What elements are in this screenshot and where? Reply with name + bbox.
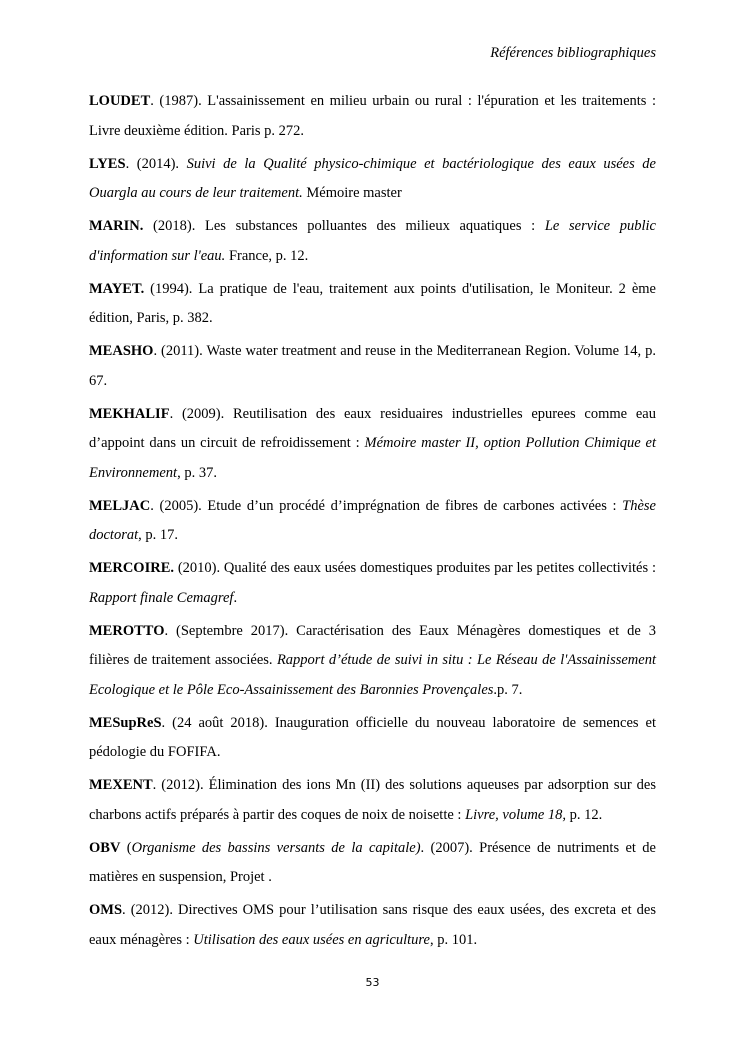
reference-author: LOUDET [89, 93, 151, 109]
reference-entry [89, 212, 656, 271]
reference-text: . (Septembre 2017). Caractérisation des Eaux Ménagères domestiques et de 3 filières de traitement associées. [89, 622, 656, 668]
reference-title: Organisme des bassins versants de la capitale) [131, 839, 421, 856]
reference-text: . (2005). Etude d’un procédé d’imprégnation de fibres de carbones activées : [150, 497, 623, 514]
reference-author: MARIN. [89, 218, 144, 234]
reference-text: , p. 37. [177, 464, 217, 481]
reference-text: , p. 101. [429, 931, 478, 948]
reference-text: . (2012). Directives OMS pour l’utilisation sans risque des eaux usées, des excreta et des eaux ménagères : [89, 902, 656, 948]
reference-title: Rapport finale Cemagref [89, 589, 234, 606]
running-header: Références bibliographiques [490, 45, 656, 61]
reference-title: Utilisation des eaux usées en agriculture [193, 931, 430, 948]
reference-author: MEXENT [89, 777, 153, 793]
reference-title: Le service public d'information sur l'eau. [89, 218, 656, 264]
reference-text: (1994). La pratique de l'eau, traitement aux points d'utilisation, le Moniteur. 2 ème édition, Paris, p. 382. [89, 280, 656, 326]
reference-title: Mémoire master II, option Pollution Chimique et Environnement [89, 435, 656, 481]
reference-entry [89, 771, 656, 830]
reference-list [89, 87, 656, 959]
reference-author: MEROTTO [89, 622, 165, 639]
reference-entry [89, 87, 656, 146]
reference-author: OBV [89, 839, 121, 856]
reference-author: MEKHALIF [89, 405, 170, 422]
reference-entry [89, 709, 656, 768]
reference-title: Thèse doctorat [89, 497, 656, 543]
reference-text: . (2007). Présence de nutriments et de matières en suspension, Projet . [89, 839, 656, 885]
reference-text: (2010). Qualité des eaux usées domestiques produites par les petites collectivités : [174, 560, 656, 576]
reference-text: ( [120, 839, 132, 856]
reference-text: Mémoire master [302, 185, 402, 201]
reference-text: . (2011). Waste water treatment and reuse in the Mediterranean Region. Volume 14, p. 67. [89, 343, 656, 389]
reference-text: .p. 7. [493, 681, 523, 698]
reference-entry [89, 554, 656, 613]
reference-author: MEASHO [89, 343, 154, 359]
reference-title: Rapport d’étude de suivi in situ : Le Réseau de l'Assainissement Ecologique et le Pôle Eco-Assainissement des Baronnies Provençales [89, 652, 656, 698]
reference-text: France, p. 12. [225, 247, 309, 264]
reference-title: Suivi de la Qualité physico-chimique et bactériologique des eaux usées de Ouargla au cours de leur traitement. [89, 155, 656, 201]
reference-text: . (2014). [125, 155, 187, 172]
reference-entry [89, 834, 656, 893]
reference-entry [89, 337, 656, 396]
reference-author: MERCOIRE. [89, 560, 174, 576]
reference-text: . [233, 589, 238, 606]
reference-entry [89, 617, 656, 706]
reference-text: . (1987). L'assainissement en milieu urbain ou rural : l'épuration et les traitements : Livre deuxième édition. Paris p. 272. [89, 93, 656, 139]
reference-title: Livre, volume 18, [465, 806, 567, 823]
reference-entry [89, 896, 656, 955]
reference-text: . (2009). Reutilisation des eaux residuaires industrielles epurees comme eau d’appoint dans un circuit de refroidissement : [89, 405, 656, 451]
reference-entry [89, 492, 656, 551]
reference-entry [89, 400, 656, 489]
reference-text: (2018). Les substances polluantes des milieux aquatiques : [143, 218, 545, 234]
reference-text: , p. 17. [138, 527, 179, 543]
page-number: 53 [365, 976, 380, 989]
reference-entry [89, 275, 656, 334]
reference-author: MELJAC [89, 497, 151, 514]
reference-entry [89, 150, 656, 209]
reference-author: LYES [89, 155, 126, 172]
reference-text: . (24 août 2018). Inauguration officielle du nouveau laboratoire de semences et pédologie du FOFIFA. [89, 714, 656, 760]
reference-author: MAYET. [89, 280, 145, 297]
reference-text: p. 12. [566, 806, 603, 823]
reference-text: . (2012). Élimination des ions Mn (II) des solutions aqueuses par adsorption sur des charbons actifs préparés à partir des coques de noix de noisette : [89, 777, 656, 823]
reference-author: MESupReS [89, 714, 162, 731]
reference-author: OMS [89, 902, 123, 918]
